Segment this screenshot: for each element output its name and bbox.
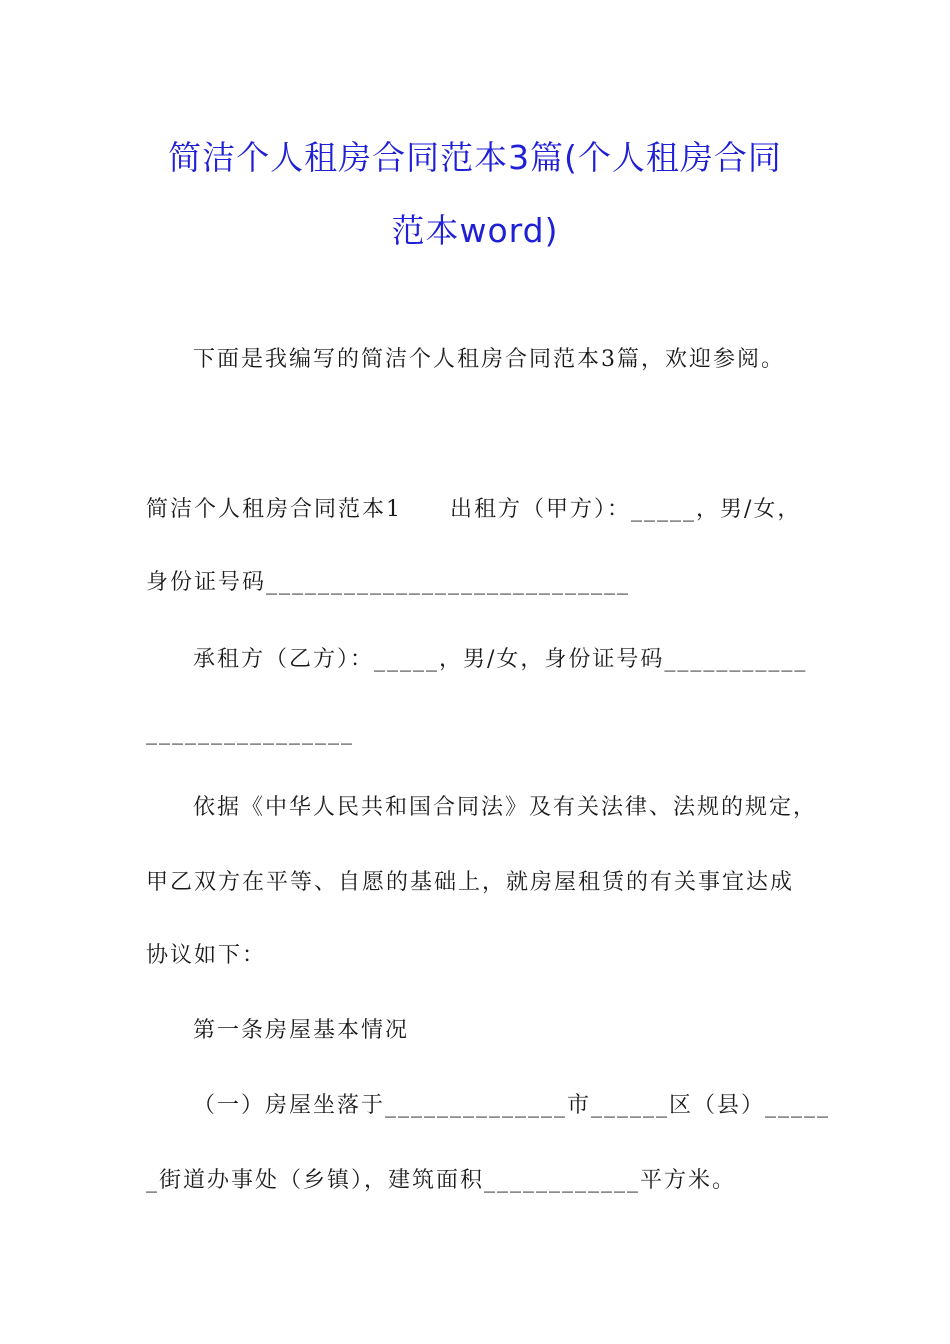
document-title-line-1: 简洁个人租房合同范本3篇(个人租房合同 — [168, 138, 782, 177]
basis-paragraph-line-2: 甲乙双方在平等、自愿的基础上，就房屋租赁的有关事宜达成 — [146, 870, 795, 895]
contract-heading-lessor-line: 简洁个人租房合同范本1 出租方（甲方）：_____，男/女， — [146, 497, 802, 522]
document-title-line-2: 范本word) — [391, 211, 559, 250]
lessor-id-line: 身份证号码____________________________ — [146, 570, 631, 595]
lessee-line: 承租方（乙方）：_____，男/女，身份证号码___________ — [193, 647, 808, 672]
article-one-heading: 第一条房屋基本情况 — [193, 1018, 410, 1043]
lessee-id-continuation: ________________ — [146, 720, 354, 745]
basis-paragraph-line-1: 依据《中华人民共和国合同法》及有关法律、法规的规定， — [193, 795, 818, 820]
house-area-line: _街道办事处（乡镇），建筑面积____________平方米。 — [146, 1168, 737, 1193]
intro-paragraph: 下面是我编写的简洁个人租房合同范本3篇，欢迎参阅。 — [193, 347, 785, 372]
basis-paragraph-line-3: 协议如下： — [146, 943, 267, 968]
house-location-line: （一）房屋坐落于______________市______区（县）_____ — [193, 1093, 831, 1118]
